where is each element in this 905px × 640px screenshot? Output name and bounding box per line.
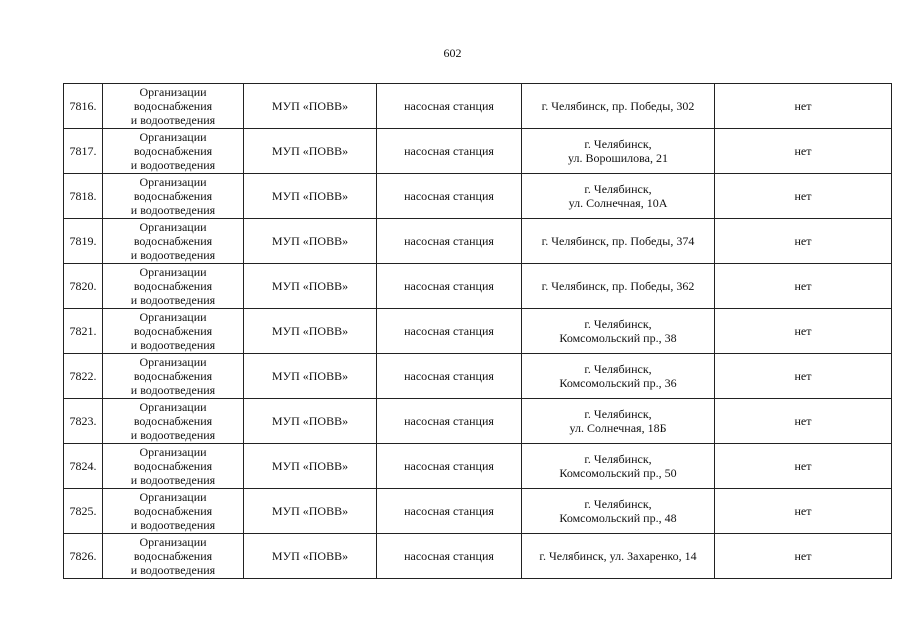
organization-line: Организации xyxy=(139,445,207,459)
organization-line: водоснабжения xyxy=(133,99,213,113)
row-number-cell: 7816. xyxy=(64,84,103,129)
row-number-cell: 7825. xyxy=(64,489,103,534)
table-row xyxy=(64,309,892,354)
table-row xyxy=(64,489,892,534)
organization-line: и водоотведения xyxy=(130,293,216,307)
address-line: г. Челябинск, xyxy=(584,182,652,196)
organization-line: водоснабжения xyxy=(133,234,213,248)
address-line: ул. Ворошилова, 21 xyxy=(568,151,668,165)
table-row xyxy=(64,219,892,264)
owner-cell: МУП «ПОВВ» xyxy=(244,309,377,354)
object-type-cell: насосная станция xyxy=(377,534,522,579)
organization-line: водоснабжения xyxy=(133,324,213,338)
row-number-cell: 7817. xyxy=(64,129,103,174)
organization-cell xyxy=(103,399,244,444)
owner-cell: МУП «ПОВВ» xyxy=(244,399,377,444)
organization-line: Организации xyxy=(139,85,207,99)
owner-cell: МУП «ПОВВ» xyxy=(244,354,377,399)
table-row xyxy=(64,84,892,129)
status-cell: нет xyxy=(715,174,892,219)
status-cell: нет xyxy=(715,534,892,579)
address-cell xyxy=(522,264,715,309)
organization-line: водоснабжения xyxy=(133,504,213,518)
row-number-cell: 7818. xyxy=(64,174,103,219)
organization-line: водоснабжения xyxy=(133,279,213,293)
address-line: ул. Солнечная, 18Б xyxy=(569,421,667,435)
status-cell: нет xyxy=(715,489,892,534)
organization-line: и водоотведения xyxy=(130,383,216,397)
row-number-cell: 7823. xyxy=(64,399,103,444)
organization-line: Организации xyxy=(139,130,207,144)
address-line: Комсомольский пр., 38 xyxy=(559,331,677,345)
organization-line: Организации xyxy=(139,400,207,414)
address-line: Комсомольский пр., 36 xyxy=(559,376,677,390)
status-cell: нет xyxy=(715,129,892,174)
owner-cell: МУП «ПОВВ» xyxy=(244,219,377,264)
table-row xyxy=(64,264,892,309)
organization-line: и водоотведения xyxy=(130,473,216,487)
organization-line: водоснабжения xyxy=(133,414,213,428)
registry-table xyxy=(63,83,892,579)
table-row xyxy=(64,354,892,399)
address-line: г. Челябинск, xyxy=(584,137,652,151)
organization-line: и водоотведения xyxy=(130,518,216,532)
object-type-cell: насосная станция xyxy=(377,489,522,534)
address-cell xyxy=(522,354,715,399)
organization-cell xyxy=(103,264,244,309)
object-type-cell: насосная станция xyxy=(377,174,522,219)
object-type-cell: насосная станция xyxy=(377,354,522,399)
address-cell xyxy=(522,174,715,219)
organization-cell xyxy=(103,84,244,129)
owner-cell: МУП «ПОВВ» xyxy=(244,489,377,534)
object-type-cell: насосная станция xyxy=(377,309,522,354)
address-cell xyxy=(522,129,715,174)
organization-line: Организации xyxy=(139,310,207,324)
organization-line: водоснабжения xyxy=(133,459,213,473)
row-number-cell: 7822. xyxy=(64,354,103,399)
organization-line: и водоотведения xyxy=(130,338,216,352)
address-cell xyxy=(522,444,715,489)
organization-cell xyxy=(103,219,244,264)
address-line: г. Челябинск, xyxy=(584,317,652,331)
organization-cell xyxy=(103,534,244,579)
organization-line: водоснабжения xyxy=(133,369,213,383)
owner-cell: МУП «ПОВВ» xyxy=(244,534,377,579)
organization-line: Организации xyxy=(139,355,207,369)
address-line: г. Челябинск, пр. Победы, 374 xyxy=(541,234,695,248)
organization-line: Организации xyxy=(139,220,207,234)
organization-line: и водоотведения xyxy=(130,158,216,172)
table-row xyxy=(64,129,892,174)
organization-cell xyxy=(103,309,244,354)
organization-line: водоснабжения xyxy=(133,189,213,203)
organization-cell xyxy=(103,489,244,534)
row-number-cell: 7824. xyxy=(64,444,103,489)
row-number-cell: 7821. xyxy=(64,309,103,354)
table-row xyxy=(64,174,892,219)
table-row xyxy=(64,399,892,444)
organization-line: Организации xyxy=(139,175,207,189)
organization-line: Организации xyxy=(139,265,207,279)
address-line: г. Челябинск, xyxy=(584,452,652,466)
object-type-cell: насосная станция xyxy=(377,444,522,489)
status-cell: нет xyxy=(715,84,892,129)
object-type-cell: насосная станция xyxy=(377,264,522,309)
address-cell xyxy=(522,309,715,354)
organization-cell xyxy=(103,354,244,399)
object-type-cell: насосная станция xyxy=(377,129,522,174)
organization-cell xyxy=(103,444,244,489)
address-line: г. Челябинск, xyxy=(584,497,652,511)
organization-line: водоснабжения xyxy=(133,144,213,158)
organization-line: и водоотведения xyxy=(130,428,216,442)
row-number-cell: 7819. xyxy=(64,219,103,264)
registry-table-body xyxy=(64,84,892,579)
address-cell xyxy=(522,489,715,534)
object-type-cell: насосная станция xyxy=(377,219,522,264)
row-number-cell: 7820. xyxy=(64,264,103,309)
address-line: г. Челябинск, пр. Победы, 362 xyxy=(541,279,695,293)
status-cell: нет xyxy=(715,219,892,264)
address-line: г. Челябинск, xyxy=(584,407,652,421)
organization-line: и водоотведения xyxy=(130,248,216,262)
table-row xyxy=(64,444,892,489)
address-line: Комсомольский пр., 48 xyxy=(559,511,677,525)
owner-cell: МУП «ПОВВ» xyxy=(244,264,377,309)
address-line: Комсомольский пр., 50 xyxy=(559,466,677,480)
owner-cell: МУП «ПОВВ» xyxy=(244,174,377,219)
address-line: г. Челябинск, ул. Захаренко, 14 xyxy=(539,549,697,563)
organization-cell xyxy=(103,129,244,174)
organization-line: и водоотведения xyxy=(130,203,216,217)
address-line: ул. Солнечная, 10А xyxy=(568,196,668,210)
object-type-cell: насосная станция xyxy=(377,84,522,129)
status-cell: нет xyxy=(715,354,892,399)
object-type-cell: насосная станция xyxy=(377,399,522,444)
address-cell xyxy=(522,399,715,444)
status-cell: нет xyxy=(715,444,892,489)
status-cell: нет xyxy=(715,264,892,309)
organization-line: Организации xyxy=(139,490,207,504)
organization-line: и водоотведения xyxy=(130,113,216,127)
status-cell: нет xyxy=(715,399,892,444)
organization-line: водоснабжения xyxy=(133,549,213,563)
owner-cell: МУП «ПОВВ» xyxy=(244,129,377,174)
address-cell xyxy=(522,84,715,129)
table-row xyxy=(64,534,892,579)
status-cell: нет xyxy=(715,309,892,354)
address-line: г. Челябинск, xyxy=(584,362,652,376)
address-cell xyxy=(522,534,715,579)
row-number-cell: 7826. xyxy=(64,534,103,579)
address-cell xyxy=(522,219,715,264)
page-number: 602 xyxy=(443,46,462,60)
owner-cell: МУП «ПОВВ» xyxy=(244,444,377,489)
organization-cell xyxy=(103,174,244,219)
owner-cell: МУП «ПОВВ» xyxy=(244,84,377,129)
address-line: г. Челябинск, пр. Победы, 302 xyxy=(541,99,695,113)
organization-line: Организации xyxy=(139,535,207,549)
organization-line: и водоотведения xyxy=(130,563,216,577)
